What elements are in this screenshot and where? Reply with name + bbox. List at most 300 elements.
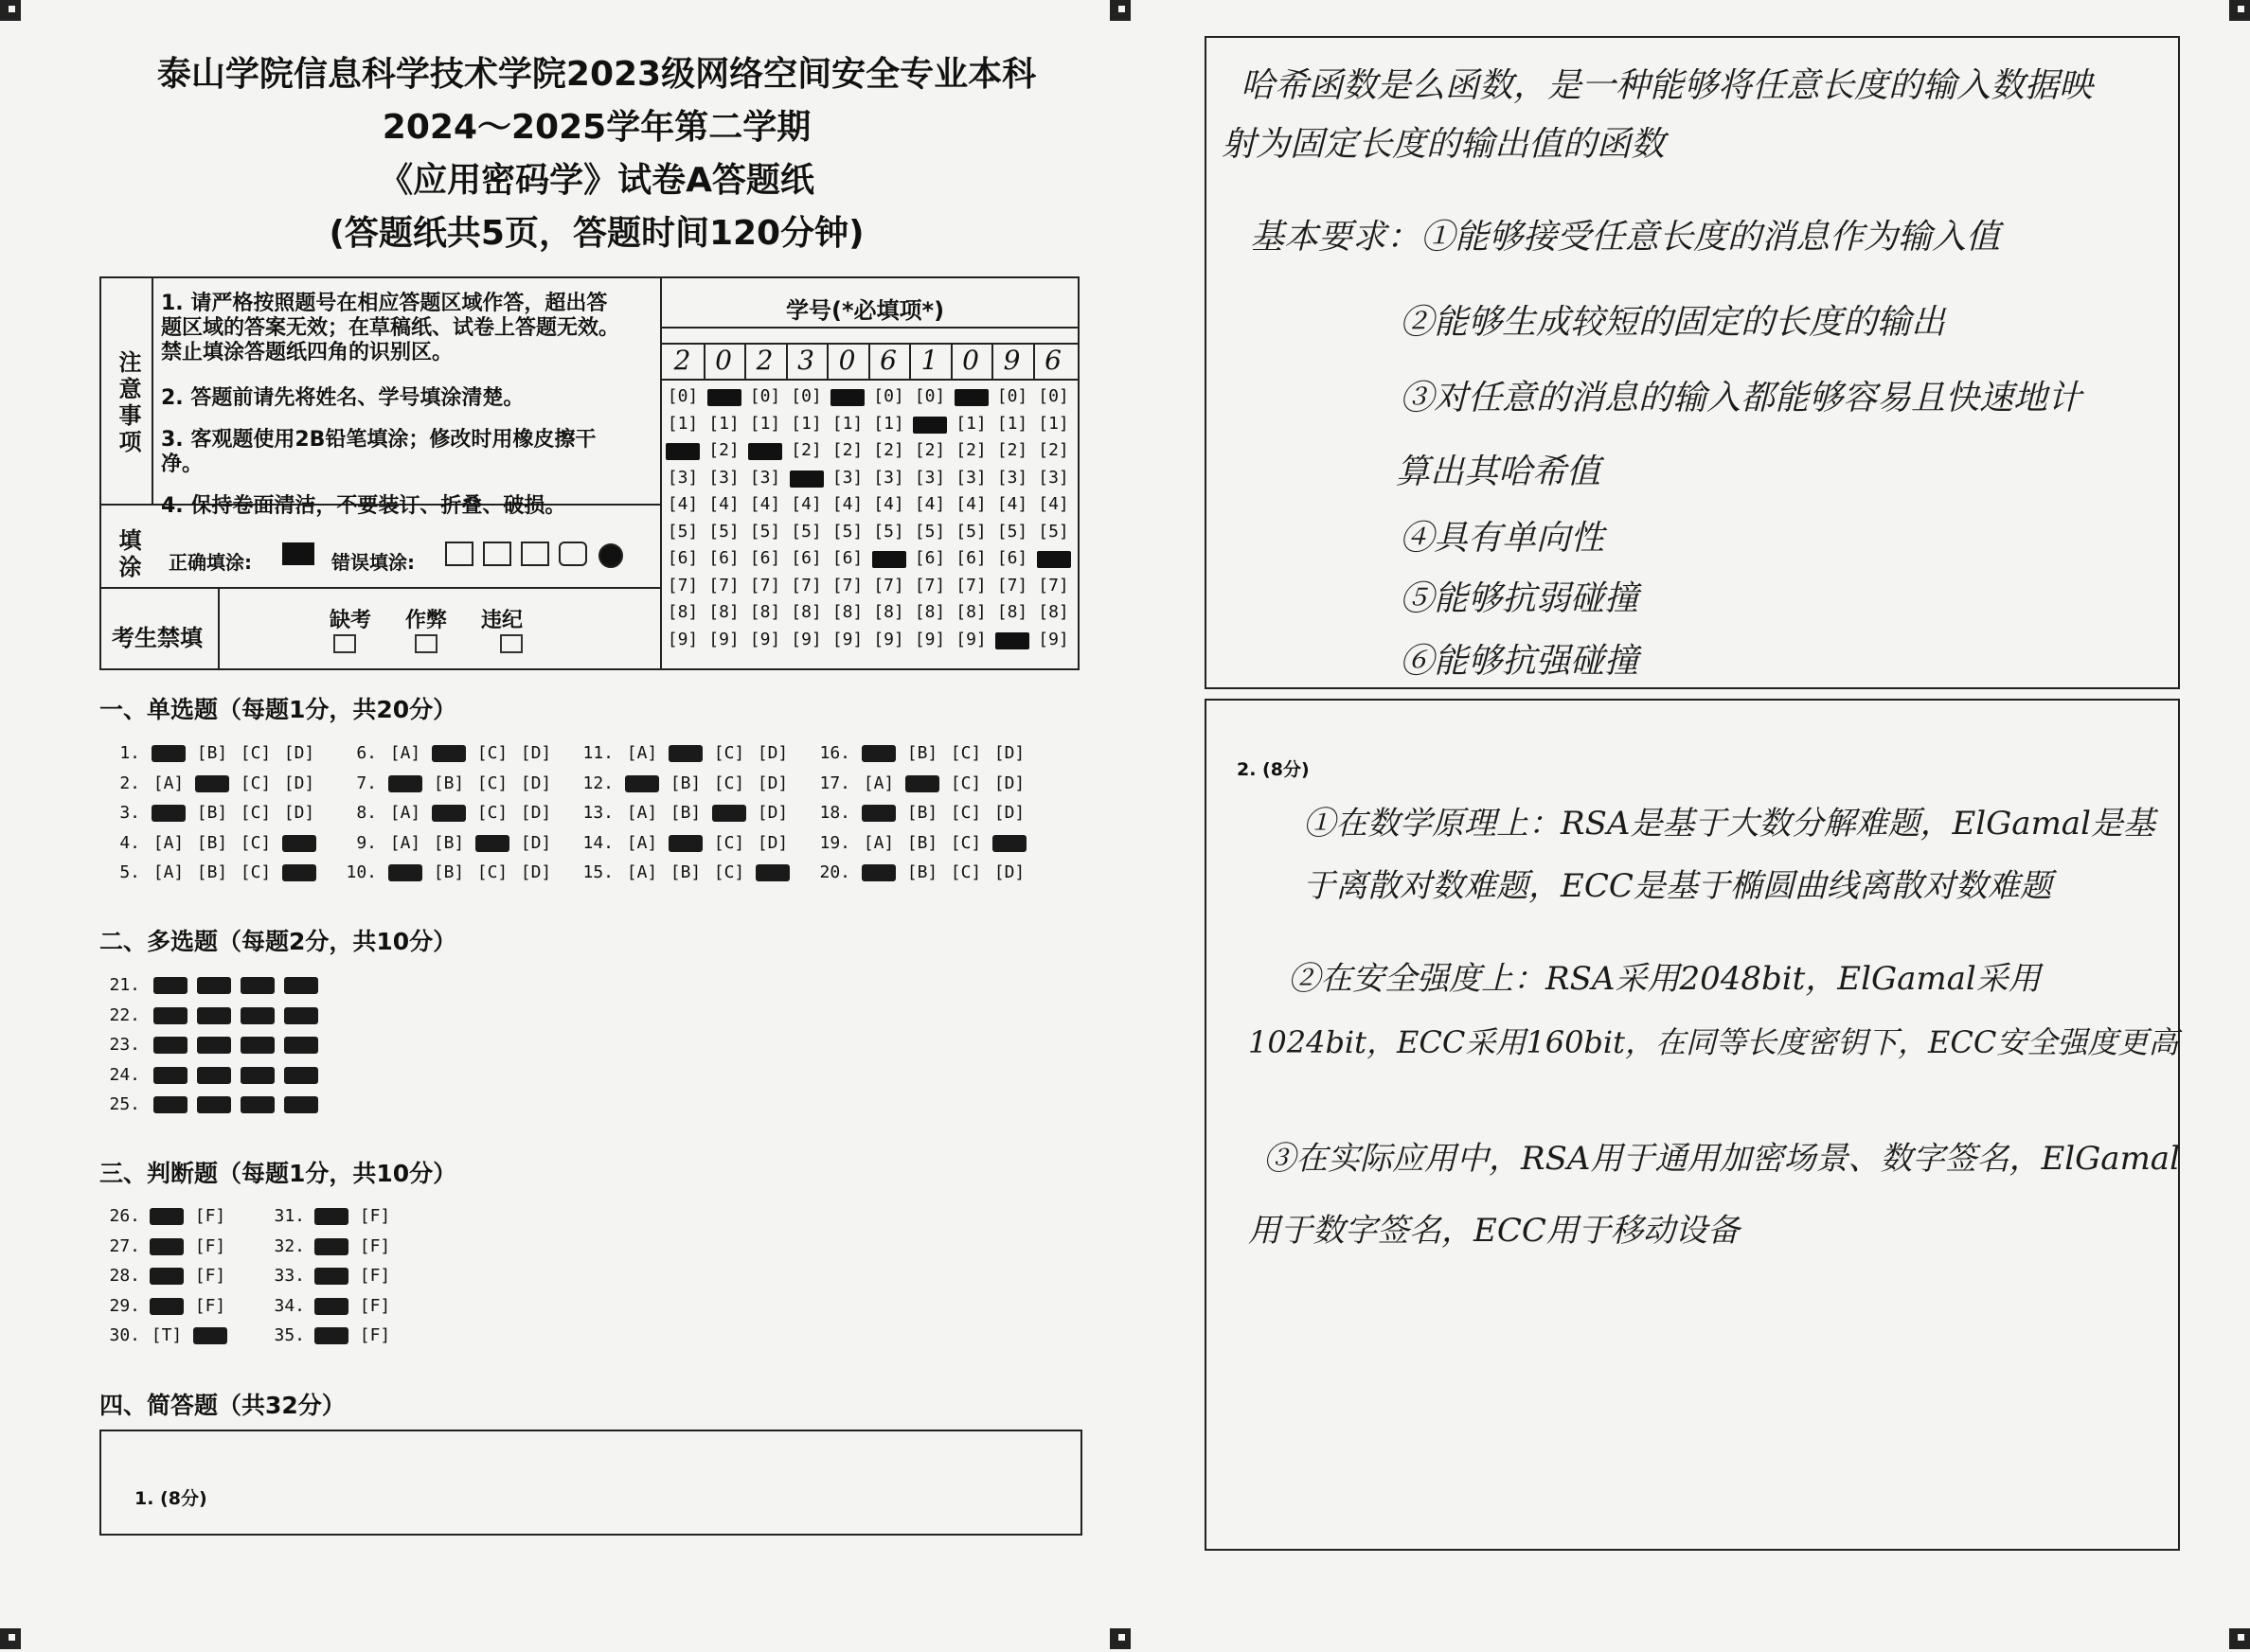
student-id-bubble[interactable]: [3]: [831, 467, 864, 488]
question-number: 32.: [274, 1235, 305, 1256]
question-number: 31.: [274, 1206, 305, 1226]
option-bubble-c[interactable]: [C]: [476, 803, 509, 823]
option-bubble-a[interactable]: [388, 864, 422, 881]
student-id-bubble[interactable]: [2]: [791, 440, 822, 460]
option-bubble-b[interactable]: [432, 745, 466, 762]
student-id-bubble[interactable]: [1]: [749, 413, 781, 434]
student-id-bubble[interactable]: [6]: [791, 548, 822, 568]
option-bubble-a[interactable]: [388, 775, 422, 792]
student-id-bubble[interactable]: [0]: [914, 386, 946, 406]
question-number: 21.: [109, 975, 140, 995]
student-id-bubble[interactable]: [6]: [996, 548, 1028, 568]
student-id-bubble[interactable]: [4]: [749, 494, 781, 514]
option-bubble-a[interactable]: [625, 775, 659, 792]
judge-bubble-t[interactable]: [150, 1298, 184, 1315]
fill-side-label: 填涂: [115, 528, 141, 581]
judge-bubble-t[interactable]: [314, 1327, 348, 1344]
student-id-bubble[interactable]: [6]: [831, 548, 864, 568]
student-id-bubble[interactable]: [1]: [955, 413, 987, 434]
student-id-bubble[interactable]: [2]: [1038, 440, 1069, 460]
judge-bubble-t[interactable]: [314, 1238, 348, 1255]
option-bubble-b[interactable]: [B]: [906, 743, 938, 763]
student-id-bubble[interactable]: [3]: [996, 467, 1028, 488]
student-id-bubble[interactable]: [9]: [831, 629, 864, 649]
judge-bubble-t[interactable]: [T]: [151, 1325, 183, 1345]
option-bubble-a[interactable]: [A]: [863, 773, 895, 793]
judge-bubble-t[interactable]: [150, 1238, 184, 1255]
option-bubble-b[interactable]: [B]: [433, 773, 465, 793]
absent-checkbox[interactable]: [333, 634, 356, 653]
answer1-line1: 哈希函数是么函数，是一种能够将任意长度的输入数据映: [1241, 66, 2094, 105]
student-id-bubble[interactable]: [7]: [955, 575, 987, 595]
student-id-bubble[interactable]: [4]: [1038, 494, 1069, 514]
answer1-line4: ②能够生成较短的固定的长度的输出: [1400, 303, 1946, 342]
student-id-bubble[interactable]: [2]: [708, 440, 740, 460]
option-bubble-a[interactable]: [A]: [389, 743, 421, 763]
answer2-line1: ①在数学原理上：RSA是基于大数分解难题，ElGamal是基: [1303, 805, 2155, 843]
question-number: 9.: [356, 832, 377, 853]
option-bubble-d[interactable]: [D]: [993, 743, 1026, 763]
option-bubble-a[interactable]: [153, 977, 188, 994]
digit-divider: [991, 343, 993, 379]
student-id-bubble[interactable]: [1]: [873, 413, 904, 434]
judge-bubble-f[interactable]: [193, 1327, 227, 1344]
student-id-bubble[interactable]: [9]: [1038, 629, 1069, 649]
question-number: 1.: [119, 743, 140, 763]
student-id-bubble[interactable]: [9]: [873, 629, 904, 649]
student-id-bubble[interactable]: [7]: [996, 575, 1028, 595]
judge-bubble-f[interactable]: [F]: [194, 1295, 226, 1316]
student-id-bubble[interactable]: [1]: [708, 413, 740, 434]
digit-divider: [909, 343, 911, 379]
student-id-bubble[interactable]: [7]: [1038, 575, 1069, 595]
option-bubble-a[interactable]: [862, 864, 896, 881]
student-id-bubble[interactable]: [9]: [791, 629, 822, 649]
option-bubble-a[interactable]: [A]: [626, 803, 658, 823]
judge-bubble-t[interactable]: [314, 1268, 348, 1285]
registration-mark: [2229, 0, 2250, 21]
student-id-bubble[interactable]: [9]: [708, 629, 740, 649]
option-bubble-d[interactable]: [D]: [757, 773, 789, 793]
question-number: 3.: [119, 803, 140, 823]
judge-bubble-f[interactable]: [F]: [194, 1206, 226, 1226]
student-id-bubble[interactable]: [8]: [749, 602, 781, 622]
student-id-bubble[interactable]: [5]: [914, 521, 946, 542]
option-bubble-c[interactable]: [C]: [950, 832, 982, 853]
option-bubble-c[interactable]: [C]: [950, 773, 982, 793]
student-id-digit: 2: [673, 345, 691, 376]
option-bubble-c[interactable]: [241, 1067, 275, 1084]
question-number: 7.: [356, 773, 377, 793]
student-id-bubble[interactable]: [1]: [831, 413, 864, 434]
section-judge: 三、判断题（每题1分，共10分）: [99, 1160, 457, 1187]
student-id-bubble[interactable]: [955, 389, 989, 406]
option-bubble-b[interactable]: [B]: [670, 803, 702, 823]
student-id-bubble[interactable]: [5]: [831, 521, 864, 542]
judge-bubble-f[interactable]: [F]: [359, 1266, 391, 1286]
option-bubble-b[interactable]: [B]: [670, 773, 702, 793]
answer1-line5: ③对任意的消息的输入都能够容易且快速地计: [1400, 379, 2082, 417]
student-id-bubble[interactable]: [4]: [831, 494, 864, 514]
option-bubble-b[interactable]: [197, 1037, 231, 1054]
option-bubble-c[interactable]: [241, 1096, 275, 1113]
option-bubble-a[interactable]: [A]: [152, 832, 185, 853]
student-id-bubble[interactable]: [7]: [914, 575, 946, 595]
option-bubble-a[interactable]: [A]: [626, 862, 658, 882]
digit-divider: [827, 343, 829, 379]
option-bubble-c[interactable]: [712, 805, 746, 822]
student-id-bubble[interactable]: [4]: [996, 494, 1028, 514]
answer2-line2: 于离散对数难题，ECC是基于椭圆曲线离散对数难题: [1303, 867, 2052, 905]
student-id-bubble[interactable]: [0]: [667, 386, 699, 406]
question-number: 35.: [274, 1325, 305, 1345]
section-single-choice: 一、单选题（每题1分，共20分）: [99, 696, 457, 723]
student-id-bubble[interactable]: [2]: [873, 440, 904, 460]
option-bubble-b[interactable]: [905, 775, 939, 792]
student-id-bubble[interactable]: [0]: [1038, 386, 1069, 406]
question-number: 6.: [356, 743, 377, 763]
student-id-bubble[interactable]: [5]: [708, 521, 740, 542]
option-bubble-b[interactable]: [197, 1007, 231, 1024]
option-bubble-d[interactable]: [D]: [993, 862, 1026, 882]
question-number: 33.: [274, 1266, 305, 1286]
question-number: 17.: [819, 773, 850, 793]
digit-divider: [744, 343, 746, 379]
digit-divider: [951, 343, 953, 379]
question-number: 22.: [109, 1004, 140, 1025]
wrong-fill-circle-icon: [559, 542, 587, 566]
option-bubble-b[interactable]: [B]: [906, 803, 938, 823]
student-id-bubble[interactable]: [1]: [667, 413, 699, 434]
option-bubble-d[interactable]: [284, 1007, 318, 1024]
student-id-bubble[interactable]: [1]: [1038, 413, 1069, 434]
q1-label: 1. (8分): [134, 1488, 207, 1509]
student-id-bubble[interactable]: [1037, 551, 1071, 568]
option-bubble-a[interactable]: [862, 745, 896, 762]
student-id-bubble[interactable]: [1]: [791, 413, 822, 434]
student-id-bubble[interactable]: [5]: [955, 521, 987, 542]
exam-title-line3: 《应用密码学》试卷A答题纸: [379, 161, 814, 200]
student-id-digit: 6: [880, 345, 897, 376]
option-bubble-d[interactable]: [D]: [283, 773, 315, 793]
option-bubble-b[interactable]: [669, 835, 703, 852]
student-id-digit: 1: [920, 345, 938, 376]
student-id-bubble[interactable]: [6]: [708, 548, 740, 568]
option-bubble-d[interactable]: [D]: [520, 862, 552, 882]
question-number: 29.: [109, 1295, 140, 1316]
question-number: 20.: [819, 862, 850, 882]
judge-bubble-f[interactable]: [F]: [359, 1325, 391, 1345]
student-id-digit: 9: [1003, 345, 1021, 376]
student-id-bubble[interactable]: [5]: [791, 521, 822, 542]
answer2-line6: 用于数字签名，ECC用于移动设备: [1248, 1212, 1740, 1250]
student-id-bubble[interactable]: [913, 417, 947, 434]
judge-bubble-t[interactable]: [314, 1298, 348, 1315]
question-number: 5.: [119, 862, 140, 882]
option-bubble-a[interactable]: [152, 745, 186, 762]
option-bubble-b[interactable]: [B]: [433, 862, 465, 882]
option-bubble-c[interactable]: [C]: [240, 803, 272, 823]
option-bubble-a[interactable]: [A]: [389, 832, 421, 853]
student-id-bubble[interactable]: [3]: [708, 467, 740, 488]
exam-title-line1: 泰山学院信息科学技术学院2023级网络空间安全专业本科: [156, 55, 1037, 94]
option-bubble-a[interactable]: [A]: [626, 832, 658, 853]
option-bubble-d[interactable]: [D]: [520, 743, 552, 763]
student-id-bubble[interactable]: [5]: [873, 521, 904, 542]
option-bubble-b[interactable]: [B]: [196, 832, 228, 853]
option-bubble-c[interactable]: [C]: [950, 743, 982, 763]
answer2-line4: 1024bit，ECC采用160bit，在同等长度密钥下，ECC安全强度更高: [1248, 1024, 2179, 1060]
option-bubble-a[interactable]: [153, 1037, 188, 1054]
question-number: 19.: [819, 832, 850, 853]
option-bubble-b[interactable]: [432, 805, 466, 822]
correct-fill-sample: [282, 542, 314, 565]
option-bubble-d[interactable]: [284, 1096, 318, 1113]
student-id-bubble[interactable]: [9]: [914, 629, 946, 649]
student-id-digit: 3: [797, 345, 814, 376]
student-id-bubble[interactable]: [9]: [667, 629, 699, 649]
question-number: 4.: [119, 832, 140, 853]
question-number: 26.: [109, 1206, 140, 1226]
student-id-bubble[interactable]: [748, 443, 782, 460]
option-bubble-d[interactable]: [D]: [283, 803, 315, 823]
student-id-bubble[interactable]: [3]: [914, 467, 946, 488]
judge-bubble-t[interactable]: [314, 1208, 348, 1225]
student-id-bubble[interactable]: [3]: [873, 467, 904, 488]
student-id-bubble[interactable]: [8]: [914, 602, 946, 622]
student-id-bubble[interactable]: [4]: [667, 494, 699, 514]
student-id-bubble[interactable]: [9]: [749, 629, 781, 649]
option-bubble-c[interactable]: [C]: [240, 862, 272, 882]
wrong-fill-label: 错误填涂:: [331, 551, 415, 574]
violation-checkbox[interactable]: [500, 634, 523, 653]
option-bubble-c[interactable]: [C]: [950, 862, 982, 882]
student-id-bubble[interactable]: [8]: [831, 602, 864, 622]
option-bubble-d[interactable]: [D]: [993, 803, 1026, 823]
student-id-digit: 6: [1045, 345, 1062, 376]
option-bubble-c[interactable]: [241, 977, 275, 994]
option-bubble-a[interactable]: [153, 1096, 188, 1113]
student-id-bubble[interactable]: [2]: [914, 440, 946, 460]
option-bubble-d[interactable]: [D]: [993, 773, 1026, 793]
option-bubble-c[interactable]: [C]: [476, 862, 509, 882]
student-id-digit: 2: [756, 345, 774, 376]
option-bubble-b[interactable]: [B]: [196, 803, 228, 823]
judge-bubble-f[interactable]: [F]: [359, 1235, 391, 1256]
answer2-line5: ③在实际应用中，RSA用于通用加密场景、数字签名，ElGamal: [1263, 1140, 2180, 1178]
option-bubble-c[interactable]: [C]: [240, 773, 272, 793]
answer1-line9: ⑥能够抗强碰撞: [1400, 642, 1639, 681]
cheat-checkbox[interactable]: [415, 634, 438, 653]
student-id-bubble[interactable]: [707, 389, 741, 406]
wrong-fill-line-icon: [483, 542, 511, 566]
option-bubble-a[interactable]: [A]: [863, 832, 895, 853]
section-multi-choice: 二、多选题（每题2分，共10分）: [99, 928, 457, 955]
student-id-bubble[interactable]: [830, 389, 865, 406]
student-id-bubble[interactable]: [0]: [791, 386, 822, 406]
question-number: 15.: [582, 862, 614, 882]
question-number: 11.: [582, 743, 614, 763]
student-id-bubble[interactable]: [5]: [749, 521, 781, 542]
notice-item-3: 3. 客观题使用2B铅笔填涂；修改时用橡皮擦干净。: [161, 428, 597, 476]
student-id-bubble[interactable]: [995, 632, 1029, 649]
student-id-bubble[interactable]: [6]: [955, 548, 987, 568]
student-id-bubble[interactable]: [6]: [667, 548, 699, 568]
judge-bubble-f[interactable]: [F]: [359, 1295, 391, 1316]
student-id-bubble[interactable]: [7]: [667, 575, 699, 595]
option-bubble-c[interactable]: [C]: [713, 832, 745, 853]
option-bubble-c[interactable]: [C]: [240, 743, 272, 763]
question-number: 24.: [109, 1064, 140, 1085]
student-id-bubble[interactable]: [6]: [914, 548, 946, 568]
answer1-line7: ④具有单向性: [1400, 519, 1605, 558]
registration-mark: [0, 0, 21, 21]
student-id-bubble[interactable]: [8]: [955, 602, 987, 622]
student-id-bubble[interactable]: [790, 471, 824, 488]
option-bubble-b[interactable]: [B]: [906, 832, 938, 853]
notice-item-1: 1. 请严格按照题号在相应答题区域作答，超出答题区域的答案无效；在草稿纸、试卷上答题无效。禁止填涂答题纸四角的识别区。: [161, 292, 620, 364]
question-number: 34.: [274, 1295, 305, 1316]
digit-divider: [704, 343, 705, 379]
student-id-bubble[interactable]: [8]: [791, 602, 822, 622]
option-bubble-b[interactable]: [B]: [906, 862, 938, 882]
option-bubble-d[interactable]: [282, 835, 316, 852]
question-number: 16.: [819, 743, 850, 763]
student-id-bubble[interactable]: [3]: [1038, 467, 1069, 488]
option-bubble-c[interactable]: [475, 835, 509, 852]
option-bubble-c[interactable]: [C]: [240, 832, 272, 853]
student-id-bubble[interactable]: [4]: [914, 494, 946, 514]
option-bubble-a[interactable]: [153, 1067, 188, 1084]
notice-item-4: 4. 保持卷面清洁，不要装订、折叠、破损。: [161, 494, 566, 518]
student-id-bubble[interactable]: [8]: [996, 602, 1028, 622]
option-bubble-c[interactable]: [C]: [476, 743, 509, 763]
option-bubble-a[interactable]: [A]: [626, 743, 658, 763]
student-id-bubble[interactable]: [8]: [1038, 602, 1069, 622]
option-bubble-a[interactable]: [152, 805, 186, 822]
student-id-bubble[interactable]: [5]: [667, 521, 699, 542]
option-bubble-a[interactable]: [862, 805, 896, 822]
option-bubble-d[interactable]: [D]: [757, 832, 789, 853]
option-bubble-c[interactable]: [C]: [950, 803, 982, 823]
student-id-bubble[interactable]: [6]: [749, 548, 781, 568]
option-bubble-d[interactable]: [D]: [520, 773, 552, 793]
wrong-fill-tick-icon: [445, 542, 473, 566]
option-bubble-c[interactable]: [C]: [713, 743, 745, 763]
option-bubble-a[interactable]: [153, 1007, 188, 1024]
student-id-bubble[interactable]: [4]: [955, 494, 987, 514]
wrong-fill-dot-icon: [598, 543, 623, 568]
option-bubble-a[interactable]: [A]: [152, 862, 185, 882]
option-bubble-d[interactable]: [D]: [757, 803, 789, 823]
option-bubble-d[interactable]: [284, 1067, 318, 1084]
student-id-bubble[interactable]: [666, 443, 700, 460]
judge-bubble-t[interactable]: [150, 1268, 184, 1285]
option-bubble-b[interactable]: [197, 977, 231, 994]
student-id-bubble[interactable]: [8]: [708, 602, 740, 622]
student-id-bubble[interactable]: [1]: [996, 413, 1028, 434]
student-id-bubble[interactable]: [7]: [831, 575, 864, 595]
student-id-label: 学号(*必填项*): [786, 297, 945, 324]
question-number: 8.: [356, 803, 377, 823]
student-id-bubble[interactable]: [872, 551, 906, 568]
option-bubble-d[interactable]: [D]: [520, 803, 552, 823]
question-number: 18.: [819, 803, 850, 823]
student-id-bubble[interactable]: [0]: [996, 386, 1028, 406]
option-bubble-d[interactable]: [282, 864, 316, 881]
option-bubble-a[interactable]: [A]: [389, 803, 421, 823]
option-bubble-b[interactable]: [669, 745, 703, 762]
student-id-bubble[interactable]: [4]: [791, 494, 822, 514]
option-bubble-c[interactable]: [C]: [476, 773, 509, 793]
option-bubble-b[interactable]: [B]: [196, 862, 228, 882]
correct-fill-label: 正确填涂:: [169, 551, 252, 574]
option-bubble-d[interactable]: [992, 835, 1027, 852]
answer-box-q1-start: [99, 1430, 1082, 1536]
student-id-bubble[interactable]: [8]: [873, 602, 904, 622]
option-bubble-d[interactable]: [D]: [757, 743, 789, 763]
question-number: 10.: [346, 862, 377, 882]
judge-bubble-t[interactable]: [150, 1208, 184, 1225]
student-id-bubble[interactable]: [0]: [873, 386, 904, 406]
option-bubble-d[interactable]: [D]: [520, 832, 552, 853]
option-bubble-d[interactable]: [284, 977, 318, 994]
option-bubble-b[interactable]: [B]: [196, 743, 228, 763]
answer1-line6: 算出其哈希值: [1396, 453, 1601, 491]
student-id-bubble[interactable]: [8]: [667, 602, 699, 622]
option-bubble-d[interactable]: [756, 864, 790, 881]
absent-label: 缺考: [330, 609, 372, 632]
question-number: 2.: [119, 773, 140, 793]
student-id-bubble[interactable]: [3]: [749, 467, 781, 488]
student-id-bubble[interactable]: [3]: [955, 467, 987, 488]
option-bubble-b[interactable]: [195, 775, 229, 792]
student-id-bubble[interactable]: [2]: [955, 440, 987, 460]
student-id-bubble[interactable]: [2]: [996, 440, 1028, 460]
option-bubble-d[interactable]: [D]: [283, 743, 315, 763]
student-id-bubble[interactable]: [7]: [791, 575, 822, 595]
student-id-bubble[interactable]: [4]: [873, 494, 904, 514]
student-id-bubble[interactable]: [5]: [996, 521, 1028, 542]
question-number: 23.: [109, 1035, 140, 1055]
option-bubble-c[interactable]: [241, 1007, 275, 1024]
judge-bubble-f[interactable]: [F]: [359, 1206, 391, 1226]
student-id-bubble[interactable]: [0]: [749, 386, 781, 406]
student-id-bubble[interactable]: [4]: [708, 494, 740, 514]
option-bubble-b[interactable]: [B]: [433, 832, 465, 853]
student-id-bubble[interactable]: [5]: [1038, 521, 1069, 542]
option-bubble-c[interactable]: [C]: [713, 773, 745, 793]
option-bubble-c[interactable]: [C]: [713, 862, 745, 882]
judge-bubble-f[interactable]: [F]: [194, 1266, 226, 1286]
student-id-bubble[interactable]: [3]: [667, 467, 699, 488]
student-id-bubble[interactable]: [7]: [749, 575, 781, 595]
option-bubble-d[interactable]: [284, 1037, 318, 1054]
judge-bubble-f[interactable]: [F]: [194, 1235, 226, 1256]
student-id-bubble[interactable]: [7]: [873, 575, 904, 595]
question-number: 28.: [109, 1266, 140, 1286]
student-id-bubble[interactable]: [2]: [831, 440, 864, 460]
option-bubble-b[interactable]: [B]: [670, 862, 702, 882]
registration-mark: [1110, 1628, 1131, 1649]
student-id-bubble[interactable]: [9]: [955, 629, 987, 649]
option-bubble-b[interactable]: [197, 1067, 231, 1084]
notice-side-label: 注意事项: [115, 350, 141, 456]
option-bubble-a[interactable]: [A]: [152, 773, 185, 793]
option-bubble-c[interactable]: [241, 1037, 275, 1054]
option-bubble-b[interactable]: [197, 1096, 231, 1113]
student-id-bubble[interactable]: [7]: [708, 575, 740, 595]
